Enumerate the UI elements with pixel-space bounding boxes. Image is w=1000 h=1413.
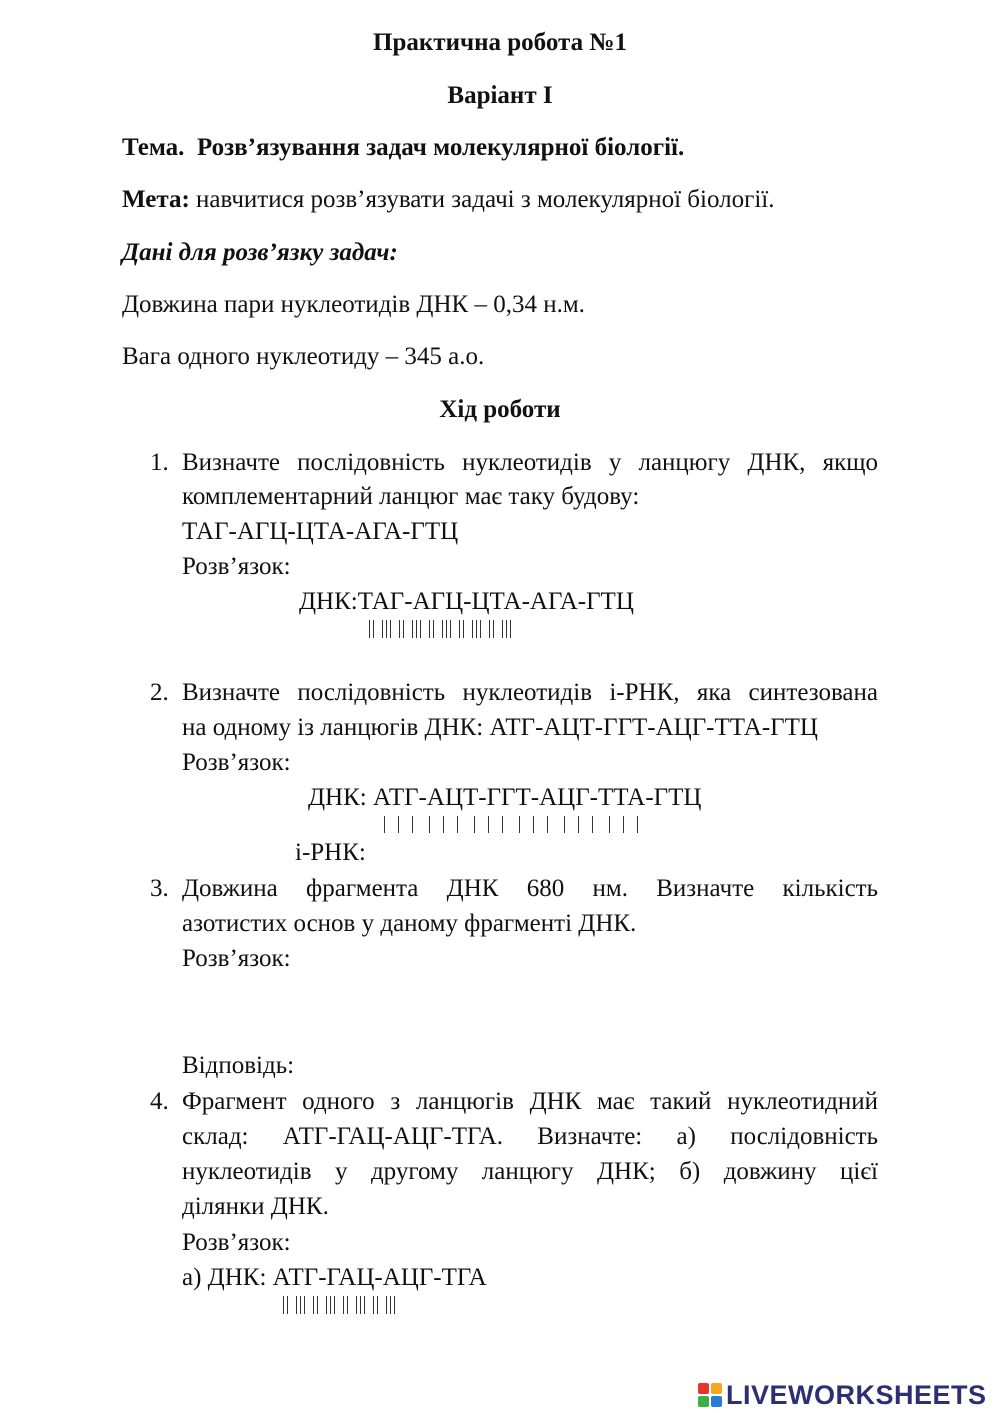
- bond-group: [343, 1296, 348, 1314]
- bond-tick: [493, 620, 494, 638]
- task2-bond-marks: [384, 816, 728, 833]
- topic-text: Розв’язування задач молекулярної біології.: [196, 134, 685, 161]
- task3-line-2: азотистих основ у даному фрагменті ДНК.: [182, 910, 637, 937]
- bond-group: [373, 1296, 378, 1314]
- variant-label: Варіант I: [447, 82, 553, 109]
- bond-group: [412, 620, 421, 638]
- bond-tick: [386, 620, 387, 638]
- bond-group: [474, 816, 503, 833]
- bond-tick: [533, 816, 534, 833]
- bond-tick: [403, 620, 404, 638]
- bond-tick: [300, 1296, 301, 1314]
- bond-tick: [296, 1296, 297, 1314]
- task3-number: 3.: [150, 875, 169, 902]
- bond-tick: [360, 1296, 361, 1314]
- task1-number: 1.: [150, 449, 169, 476]
- task3-line-1: Довжина фрагмента ДНК 680 нм. Визначте кількість: [182, 875, 878, 902]
- liveworksheets-logo-icon: [698, 1383, 722, 1407]
- bond-tick: [609, 816, 610, 833]
- bond-tick: [364, 1296, 365, 1314]
- bond-tick: [488, 816, 489, 833]
- bond-tick: [287, 1296, 288, 1314]
- task4-dna-line: а) ДНК: АТГ-ГАЦ-АЦГ-ТГА: [182, 1264, 487, 1291]
- bond-tick: [519, 816, 520, 833]
- task4-number: 4.: [150, 1088, 169, 1115]
- bond-group: [502, 620, 511, 638]
- bond-tick: [313, 1296, 314, 1314]
- task4-line-2: склад: АТГ-ГАЦ-АЦГ-ТГА. Визначте: а) послідовність: [182, 1123, 878, 1150]
- bond-tick: [637, 816, 638, 833]
- bond-group: [356, 1296, 365, 1314]
- bond-tick: [373, 620, 374, 638]
- bond-tick: [502, 816, 503, 833]
- bond-tick: [564, 816, 565, 833]
- task4-line-3: нуклеотидів у другому ланцюгу ДНК; б) довжину цієї: [182, 1158, 878, 1185]
- bond-group: [369, 620, 374, 638]
- task1-solution-label: Розв’язок:: [182, 553, 291, 580]
- bond-tick: [369, 620, 370, 638]
- bond-tick: [476, 620, 477, 638]
- bond-tick: [347, 1296, 348, 1314]
- bond-tick: [343, 1296, 344, 1314]
- bond-tick: [412, 816, 413, 833]
- task4-line-4: ділянки ДНК.: [182, 1193, 329, 1220]
- goal-line: [122, 187, 775, 212]
- bond-group: [313, 1296, 318, 1314]
- bond-group: [296, 1296, 305, 1314]
- bond-tick: [394, 1296, 395, 1314]
- bond-tick: [442, 620, 443, 638]
- task1-bond-marks: [369, 620, 661, 638]
- bond-tick: [429, 620, 430, 638]
- goal-label: Мета:: [122, 186, 190, 213]
- topic-label: Тема.: [122, 134, 185, 161]
- bond-tick: [382, 620, 383, 638]
- bond-tick: [474, 816, 475, 833]
- bond-group: [283, 1296, 288, 1314]
- task2-line-1: Визначте послідовність нуклеотидів і-РНК, яка синтезована: [182, 679, 878, 706]
- task1-line-1: Визначте послідовність нуклеотидів у ланцюгу ДНК, якщо: [182, 449, 878, 476]
- bond-tick: [399, 620, 400, 638]
- page-title: Практична робота №1: [373, 29, 627, 56]
- bond-tick: [459, 620, 460, 638]
- given-heading: Дані для розв’язку задач:: [122, 239, 398, 266]
- bond-tick: [373, 1296, 374, 1314]
- bond-tick: [416, 620, 417, 638]
- bond-tick: [578, 816, 579, 833]
- bond-group: [489, 620, 494, 638]
- bond-group: [519, 816, 548, 833]
- liveworksheets-brand-text: LIVEWORKSHEETS: [726, 1379, 987, 1410]
- bond-tick: [429, 816, 430, 833]
- goal-text: навчитися розв’язувати задачі з молекулярної біології.: [196, 186, 775, 213]
- bond-group: [382, 620, 391, 638]
- bond-tick: [463, 620, 464, 638]
- task1-line-2: комплементарний ланцюг має таку будову:: [182, 483, 640, 510]
- bond-group: [386, 1296, 395, 1314]
- bond-tick: [472, 620, 473, 638]
- task2-number: 2.: [150, 679, 169, 706]
- bond-tick: [457, 816, 458, 833]
- bond-group: [442, 620, 451, 638]
- bond-tick: [433, 620, 434, 638]
- bond-tick: [623, 816, 624, 833]
- task1-sequence: ТАГ-АГЦ-ЦТА-АГА-ГТЦ: [182, 518, 459, 545]
- bond-group: [564, 816, 593, 833]
- bond-tick: [326, 1296, 327, 1314]
- given-line-2: Вага одного нуклеотиду – 345 а.о.: [122, 343, 485, 370]
- task3-solution-label: Розв’язок:: [182, 945, 291, 972]
- bond-tick: [420, 620, 421, 638]
- liveworksheets-logo: [698, 1378, 987, 1412]
- bond-tick: [330, 1296, 331, 1314]
- bond-tick: [506, 620, 507, 638]
- bond-tick: [384, 816, 385, 833]
- topic-line: [122, 135, 684, 160]
- bond-tick: [510, 620, 511, 638]
- bond-tick: [390, 1296, 391, 1314]
- bond-tick: [386, 1296, 387, 1314]
- bond-group: [609, 816, 638, 833]
- bond-tick: [450, 620, 451, 638]
- bond-tick: [356, 1296, 357, 1314]
- bond-group: [326, 1296, 335, 1314]
- bond-tick: [304, 1296, 305, 1314]
- bond-tick: [283, 1296, 284, 1314]
- progress-heading: Хід роботи: [439, 396, 561, 423]
- task4-bond-marks: [283, 1296, 511, 1314]
- bond-group: [384, 816, 413, 833]
- task1-dna-line: ДНК:ТАГ-АГЦ-ЦТА-АГА-ГТЦ: [299, 588, 634, 615]
- bond-tick: [334, 1296, 335, 1314]
- bond-group: [429, 816, 458, 833]
- bond-group: [429, 620, 434, 638]
- task2-solution-label: Розв’язок:: [182, 749, 291, 776]
- bond-tick: [443, 816, 444, 833]
- bond-tick: [547, 816, 548, 833]
- bond-tick: [317, 1296, 318, 1314]
- task4-line-1: Фрагмент одного з ланцюгів ДНК має такий нуклеотидний: [182, 1088, 878, 1115]
- bond-tick: [480, 620, 481, 638]
- bond-tick: [412, 620, 413, 638]
- given-line-1: Довжина пари нуклеотидів ДНК – 0,34 н.м.: [122, 291, 585, 318]
- bond-tick: [390, 620, 391, 638]
- bond-tick: [398, 816, 399, 833]
- bond-group: [472, 620, 481, 638]
- bond-tick: [446, 620, 447, 638]
- bond-group: [459, 620, 464, 638]
- bond-tick: [592, 816, 593, 833]
- task3-answer-label: Відповідь:: [182, 1052, 295, 1079]
- task2-rna-label: і-РНК:: [295, 839, 366, 866]
- bond-tick: [377, 1296, 378, 1314]
- bond-tick: [502, 620, 503, 638]
- task2-dna-line: ДНК: АТГ-АЦТ-ГГТ-АЦГ-ТТА-ГТЦ: [308, 784, 702, 811]
- bond-group: [399, 620, 404, 638]
- task2-line-2: на одному із ланцюгів ДНК: АТГ-АЦТ-ГГТ-АЦГ-ТТА-ГТЦ: [182, 714, 818, 741]
- bond-tick: [489, 620, 490, 638]
- task4-solution-label: Розв’язок:: [182, 1229, 291, 1256]
